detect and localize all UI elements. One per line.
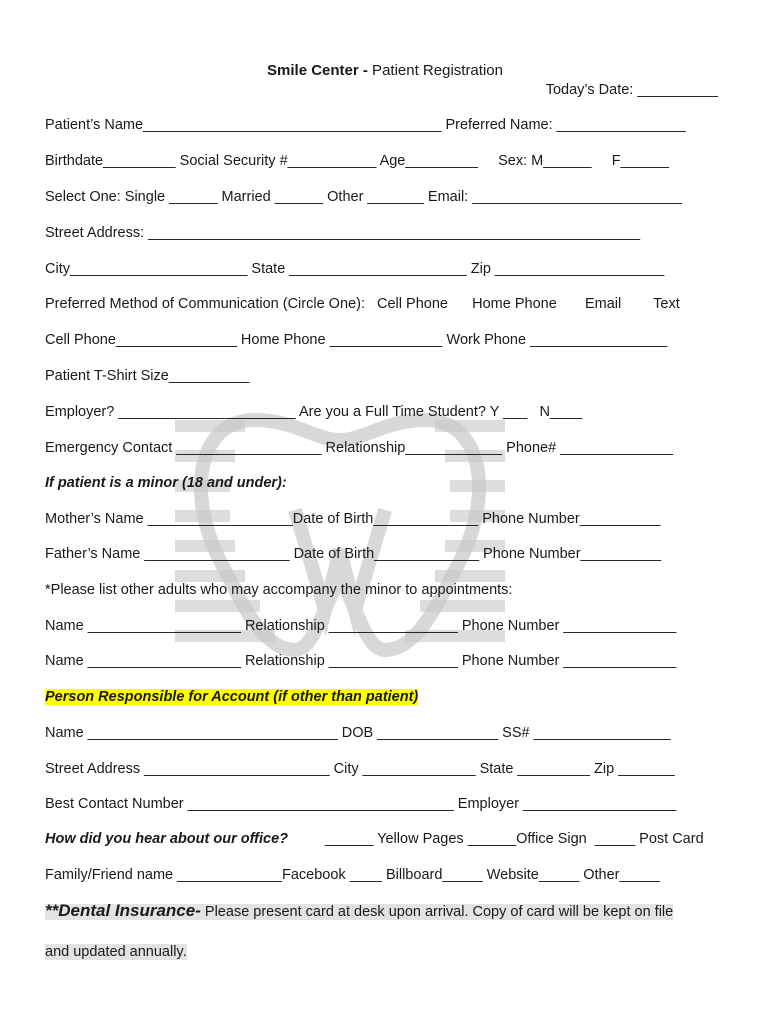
minor-section-heading: If patient is a minor (18 and under): — [45, 475, 287, 491]
phone-numbers-row[interactable]: Cell Phone_______________ Home Phone ______________ Work Phone _________________ — [45, 332, 668, 348]
todays-date-field[interactable]: Today’s Date: __________ — [545, 82, 718, 98]
responsible-heading-text: Person Responsible for Account (if other than patient) — [45, 689, 419, 705]
birthdate-row[interactable]: Birthdate_________ Social Security #___________ Age_________ Sex: M______ F______ — [45, 153, 669, 169]
marital-email-row[interactable]: Select One: Single ______ Married ______ Other _______ Email: __________________________ — [45, 189, 682, 205]
insurance-text-2: and updated annually. — [45, 944, 187, 960]
referral-options[interactable]: ______ Yellow Pages ______Office Sign _____ Post Card — [325, 831, 704, 847]
referral-heading: How did you hear about our office? — [45, 831, 289, 847]
form-title — [0, 62, 770, 80]
adult-row-2[interactable]: Name ___________________ Relationship ________________ Phone Number ______________ — [45, 653, 677, 669]
street-address-row[interactable]: Street Address: _____________________________________________________________ — [45, 225, 641, 241]
communication-method-row[interactable]: Preferred Method of Communication (Circle One): Cell Phone Home Phone Email Text — [45, 296, 680, 312]
employer-student-row[interactable]: Employer? ______________________ Are you a Full Time Student? Y ___ N____ — [45, 404, 583, 420]
best-contact-row[interactable]: Best Contact Number _________________________________ Employer ___________________ — [45, 796, 677, 812]
insurance-text: Please present card at desk upon arrival. Copy of card will be kept on file — [200, 904, 674, 920]
tshirt-size-row[interactable]: Patient T-Shirt Size__________ — [45, 368, 250, 384]
insurance-note-line1 — [45, 901, 674, 920]
referral-row-2[interactable]: Family/Friend name _____________Facebook ____ Billboard_____ Website_____ Other_____ — [45, 867, 660, 883]
referral-row[interactable] — [45, 830, 740, 848]
patient-name-row[interactable]: Patient’s Name_____________________________________ Preferred Name: ________________ — [45, 117, 686, 133]
insurance-note-line2 — [45, 943, 740, 961]
responsible-address-row[interactable]: Street Address _______________________ City ______________ State _________ Zip _______ — [45, 761, 675, 777]
responsible-section-heading — [45, 688, 740, 706]
city-state-zip-row[interactable]: City______________________ State ______________________ Zip _____________________ — [45, 261, 665, 277]
mother-row[interactable]: Mother’s Name __________________Date of Birth_____________ Phone Number__________ — [45, 511, 661, 527]
insurance-note — [45, 902, 740, 921]
emergency-contact-row[interactable]: Emergency Contact __________________ Relationship____________ Phone# ______________ — [45, 440, 674, 456]
insurance-title: **Dental Insurance- — [45, 901, 201, 920]
adult-row-1[interactable]: Name ___________________ Relationship ________________ Phone Number ______________ — [45, 618, 677, 634]
form-subtitle: Patient Registration — [367, 62, 503, 79]
other-adults-note: *Please list other adults who may accompany the minor to appointments: — [45, 582, 513, 598]
responsible-name-row[interactable]: Name _______________________________ DOB _______________ SS# _________________ — [45, 725, 671, 741]
father-row[interactable]: Father’s Name __________________ Date of Birth_____________ Phone Number__________ — [45, 546, 662, 562]
clinic-name: Smile Center - — [267, 62, 368, 79]
